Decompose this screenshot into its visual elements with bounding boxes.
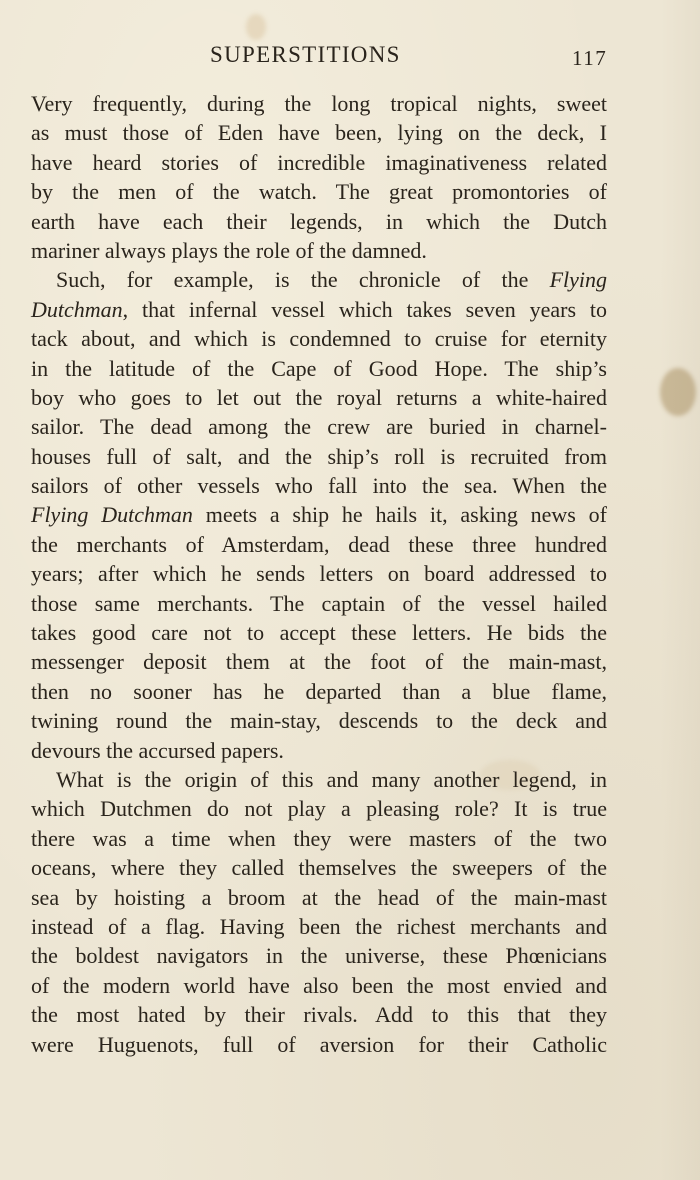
text-line: Very frequently, during the long tropical nights, sweet xyxy=(31,91,607,116)
italic-title: Flying xyxy=(549,267,607,293)
text-line: in the latitude of the Cape of Good Hope. The ship’s xyxy=(31,355,607,381)
text-line: messenger deposit them at the foot of the main-mast, xyxy=(31,649,607,675)
text-line: earth have each their legends, in which the Dutch xyxy=(31,208,607,234)
italic-title: Dutchman xyxy=(31,296,123,322)
text-line: Such, for example, is the chronicle of the Flying xyxy=(56,267,607,293)
paper-stain xyxy=(246,14,266,40)
text-line: have heard stories of incredible imaginativeness related xyxy=(31,149,607,175)
text-line: as must those of Eden have been, lying on the deck, I xyxy=(31,120,607,146)
text-line: were Huguenots, full of aversion for their Catholic xyxy=(31,1031,607,1057)
text-line: sailors of other vessels who fall into the sea. When the xyxy=(31,473,607,499)
text-line: by the men of the watch. The great promontories of xyxy=(31,179,607,205)
running-head-title: SUPERSTITIONS xyxy=(210,42,401,67)
text-line: which Dutchmen do not play a pleasing role? It is true xyxy=(31,796,607,822)
text-line: years; after which he sends letters on board addressed to xyxy=(31,561,607,587)
text-line: sailor. The dead among the crew are buried in charnel- xyxy=(31,414,607,440)
text-line: mariner always plays the role of the damned. xyxy=(31,237,427,263)
text-line: the boldest navigators in the universe, these Phœnicians xyxy=(31,943,607,969)
running-head xyxy=(0,40,700,74)
text-line: tack about, and which is condemned to cruise for eternity xyxy=(31,326,607,352)
text-line: the merchants of Amsterdam, dead these three hundred xyxy=(31,531,607,557)
text-line: then no sooner has he departed than a blue flame, xyxy=(31,678,607,704)
text-line: What is the origin of this and many another legend, in xyxy=(56,766,607,792)
text-line: oceans, where they called themselves the sweepers of the xyxy=(31,855,607,881)
text-line: those same merchants. The captain of the vessel hailed xyxy=(31,590,607,616)
text-line: of the modern world have also been the most envied and xyxy=(31,972,607,998)
text-line: instead of a flag. Having been the richest merchants and xyxy=(31,913,607,939)
text-line: boy who goes to let out the royal returns a white-haired xyxy=(31,384,607,410)
page-edge-shadow xyxy=(660,0,700,1180)
text-line: twining round the main-stay, descends to the deck and xyxy=(31,708,607,734)
page-number: 117 xyxy=(572,46,608,70)
text-line: devours the accursed papers. xyxy=(31,737,284,763)
text-line: there was a time when they were masters of the two xyxy=(31,825,607,851)
text-line: takes good care not to accept these letters. He bids the xyxy=(31,620,607,646)
body-text xyxy=(31,89,607,1059)
text-line: Dutchman, that infernal vessel which takes seven years to xyxy=(31,296,607,322)
italic-title: Flying Dutchman xyxy=(31,502,193,528)
text-line: Flying Dutchman meets a ship he hails it, asking news of xyxy=(31,502,607,528)
text-line: sea by hoisting a broom at the head of the main-mast xyxy=(31,884,607,910)
text-line: the most hated by their rivals. Add to this that they xyxy=(31,1002,607,1028)
text-line: houses full of salt, and the ship’s roll is recruited from xyxy=(31,443,607,469)
